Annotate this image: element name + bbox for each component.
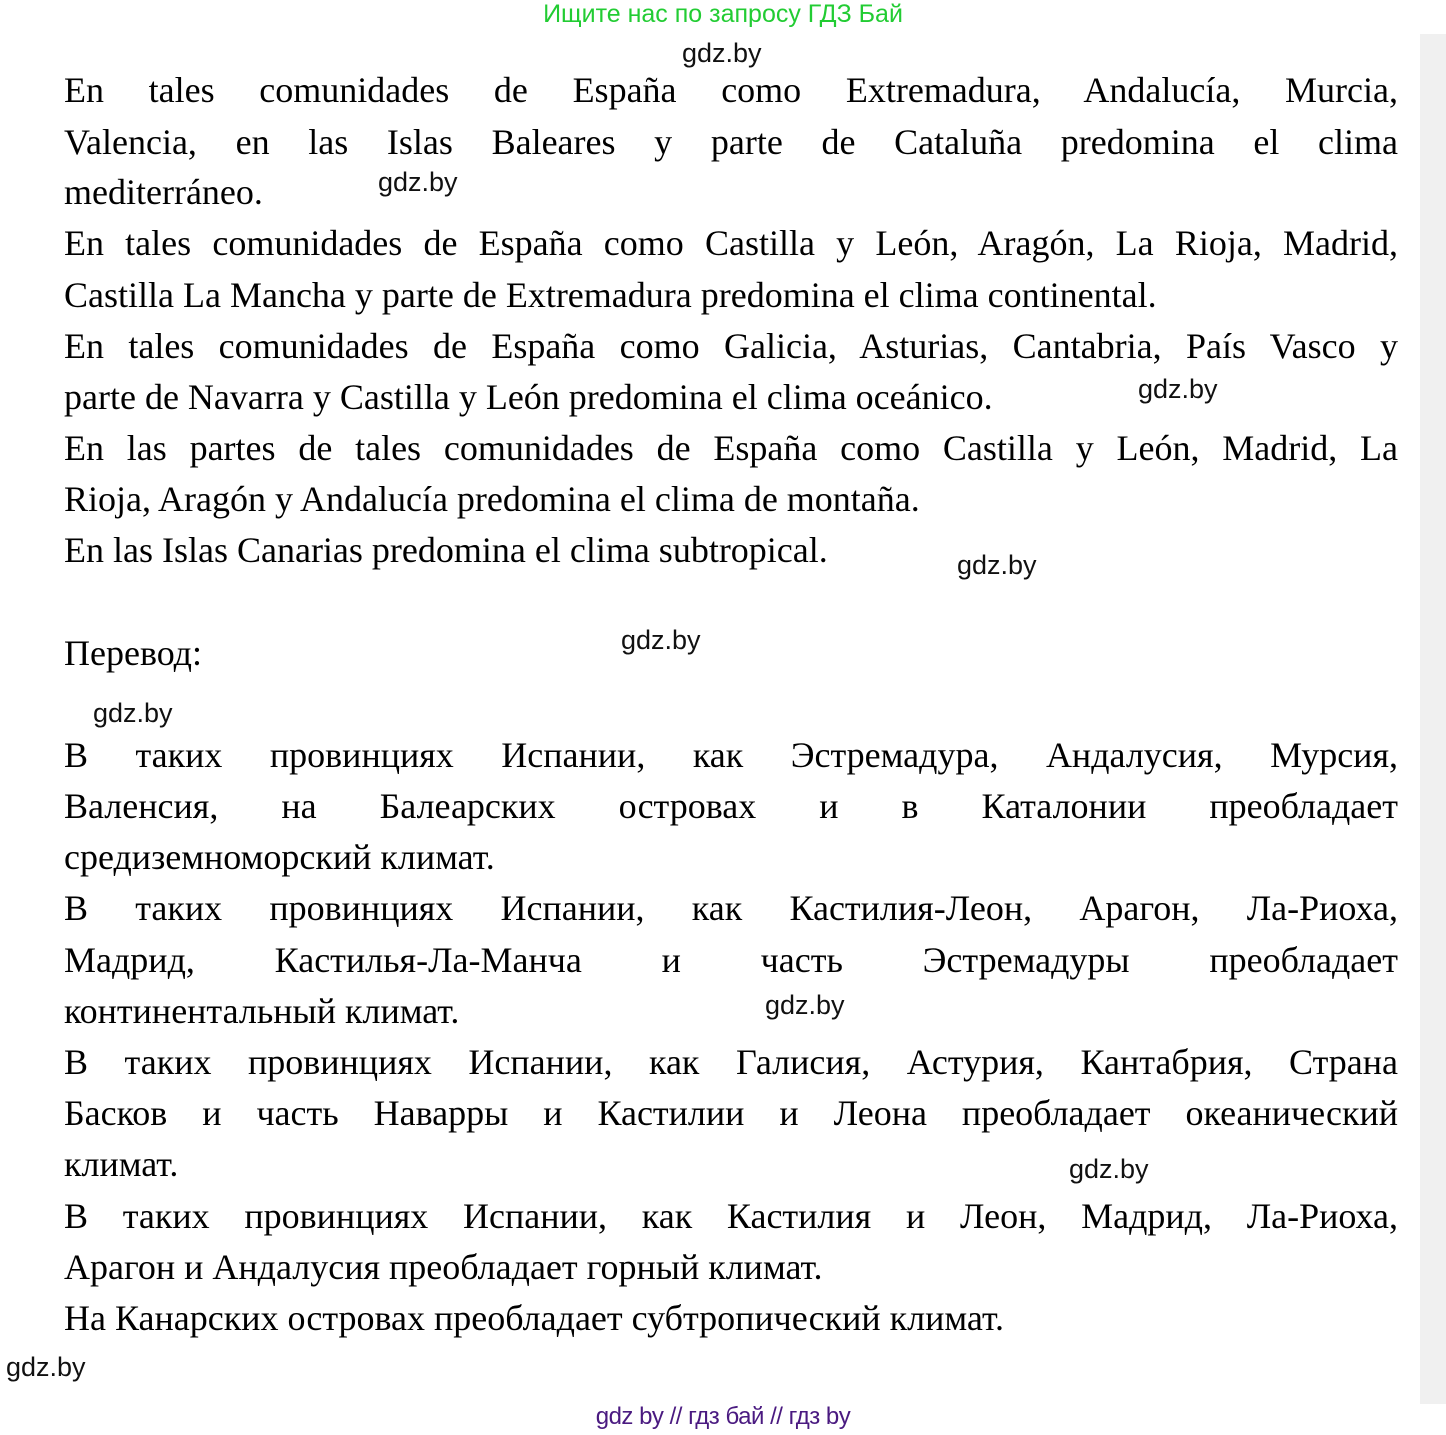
- text-line: parte de Navarra y Castilla y León predomina el clima oceánico.: [64, 377, 993, 417]
- scrollbar[interactable]: [1420, 34, 1446, 1404]
- text-line: Мадрид, Кастилья-Ла-Манча и часть Эстремадуры преобладает: [64, 940, 1398, 980]
- text-line: континентальный климат.: [64, 991, 460, 1031]
- text-line: En tales comunidades de España como Castilla y León, Aragón, La Rioja, Madrid,: [64, 223, 1398, 263]
- text-line: На Канарских островах преобладает субтропический климат.: [64, 1298, 1004, 1338]
- text-line: mediterráneo.: [64, 172, 263, 212]
- text-line: En tales comunidades de España como Extremadura, Andalucía, Murcia,: [64, 70, 1398, 110]
- watermark: gdz.by: [621, 625, 701, 655]
- text-line: В таких провинциях Испании, как Кастилия и Леон, Мадрид, Ла-Риоха,: [64, 1196, 1398, 1236]
- text-line: Castilla La Mancha y parte de Extremadura predomina el clima continental.: [64, 275, 1157, 315]
- translation-heading: Перевод:: [64, 633, 202, 673]
- text-line: Валенсия, на Балеарских островах и в Каталонии преобладает: [64, 786, 1398, 826]
- text-line: В таких провинциях Испании, как Кастилия-Леон, Арагон, Ла-Риоха,: [64, 888, 1398, 928]
- footer-links: gdz by // гдз бай // гдз by: [595, 1403, 851, 1430]
- watermark: gdz.by: [378, 167, 458, 197]
- text-line: En las Islas Canarias predomina el clima subtropical.: [64, 530, 828, 570]
- text-line: Valencia, en las Islas Baleares y parte de Cataluña predomina el clima: [64, 122, 1398, 162]
- watermark: gdz.by: [1138, 374, 1218, 404]
- watermark: gdz.by: [93, 698, 173, 728]
- text-line: Басков и часть Наварры и Кастилии и Леона преобладает океанический: [64, 1093, 1398, 1133]
- watermark: gdz.by: [682, 38, 762, 68]
- text-line: En las partes de tales comunidades de España como Castilla y León, Madrid, La: [64, 428, 1398, 468]
- watermark: gdz.by: [6, 1352, 86, 1382]
- watermark: gdz.by: [1069, 1154, 1149, 1184]
- text-line: В таких провинциях Испании, как Эстремадура, Андалусия, Мурсия,: [64, 735, 1398, 775]
- text-line: климат.: [64, 1144, 179, 1184]
- text-line: Арагон и Андалусия преобладает горный климат.: [64, 1247, 823, 1287]
- watermark: gdz.by: [957, 550, 1037, 580]
- text-line: Rioja, Aragón y Andalucía predomina el clima de montaña.: [64, 479, 920, 519]
- text-line: средиземноморский климат.: [64, 837, 495, 877]
- text-line: В таких провинциях Испании, как Галисия, Астурия, Кантабрия, Страна: [64, 1042, 1398, 1082]
- search-banner: Ищите нас по запросу ГДЗ Бай: [543, 0, 903, 28]
- watermark: gdz.by: [765, 990, 845, 1020]
- text-line: En tales comunidades de España como Galicia, Asturias, Cantabria, País Vasco y: [64, 326, 1398, 366]
